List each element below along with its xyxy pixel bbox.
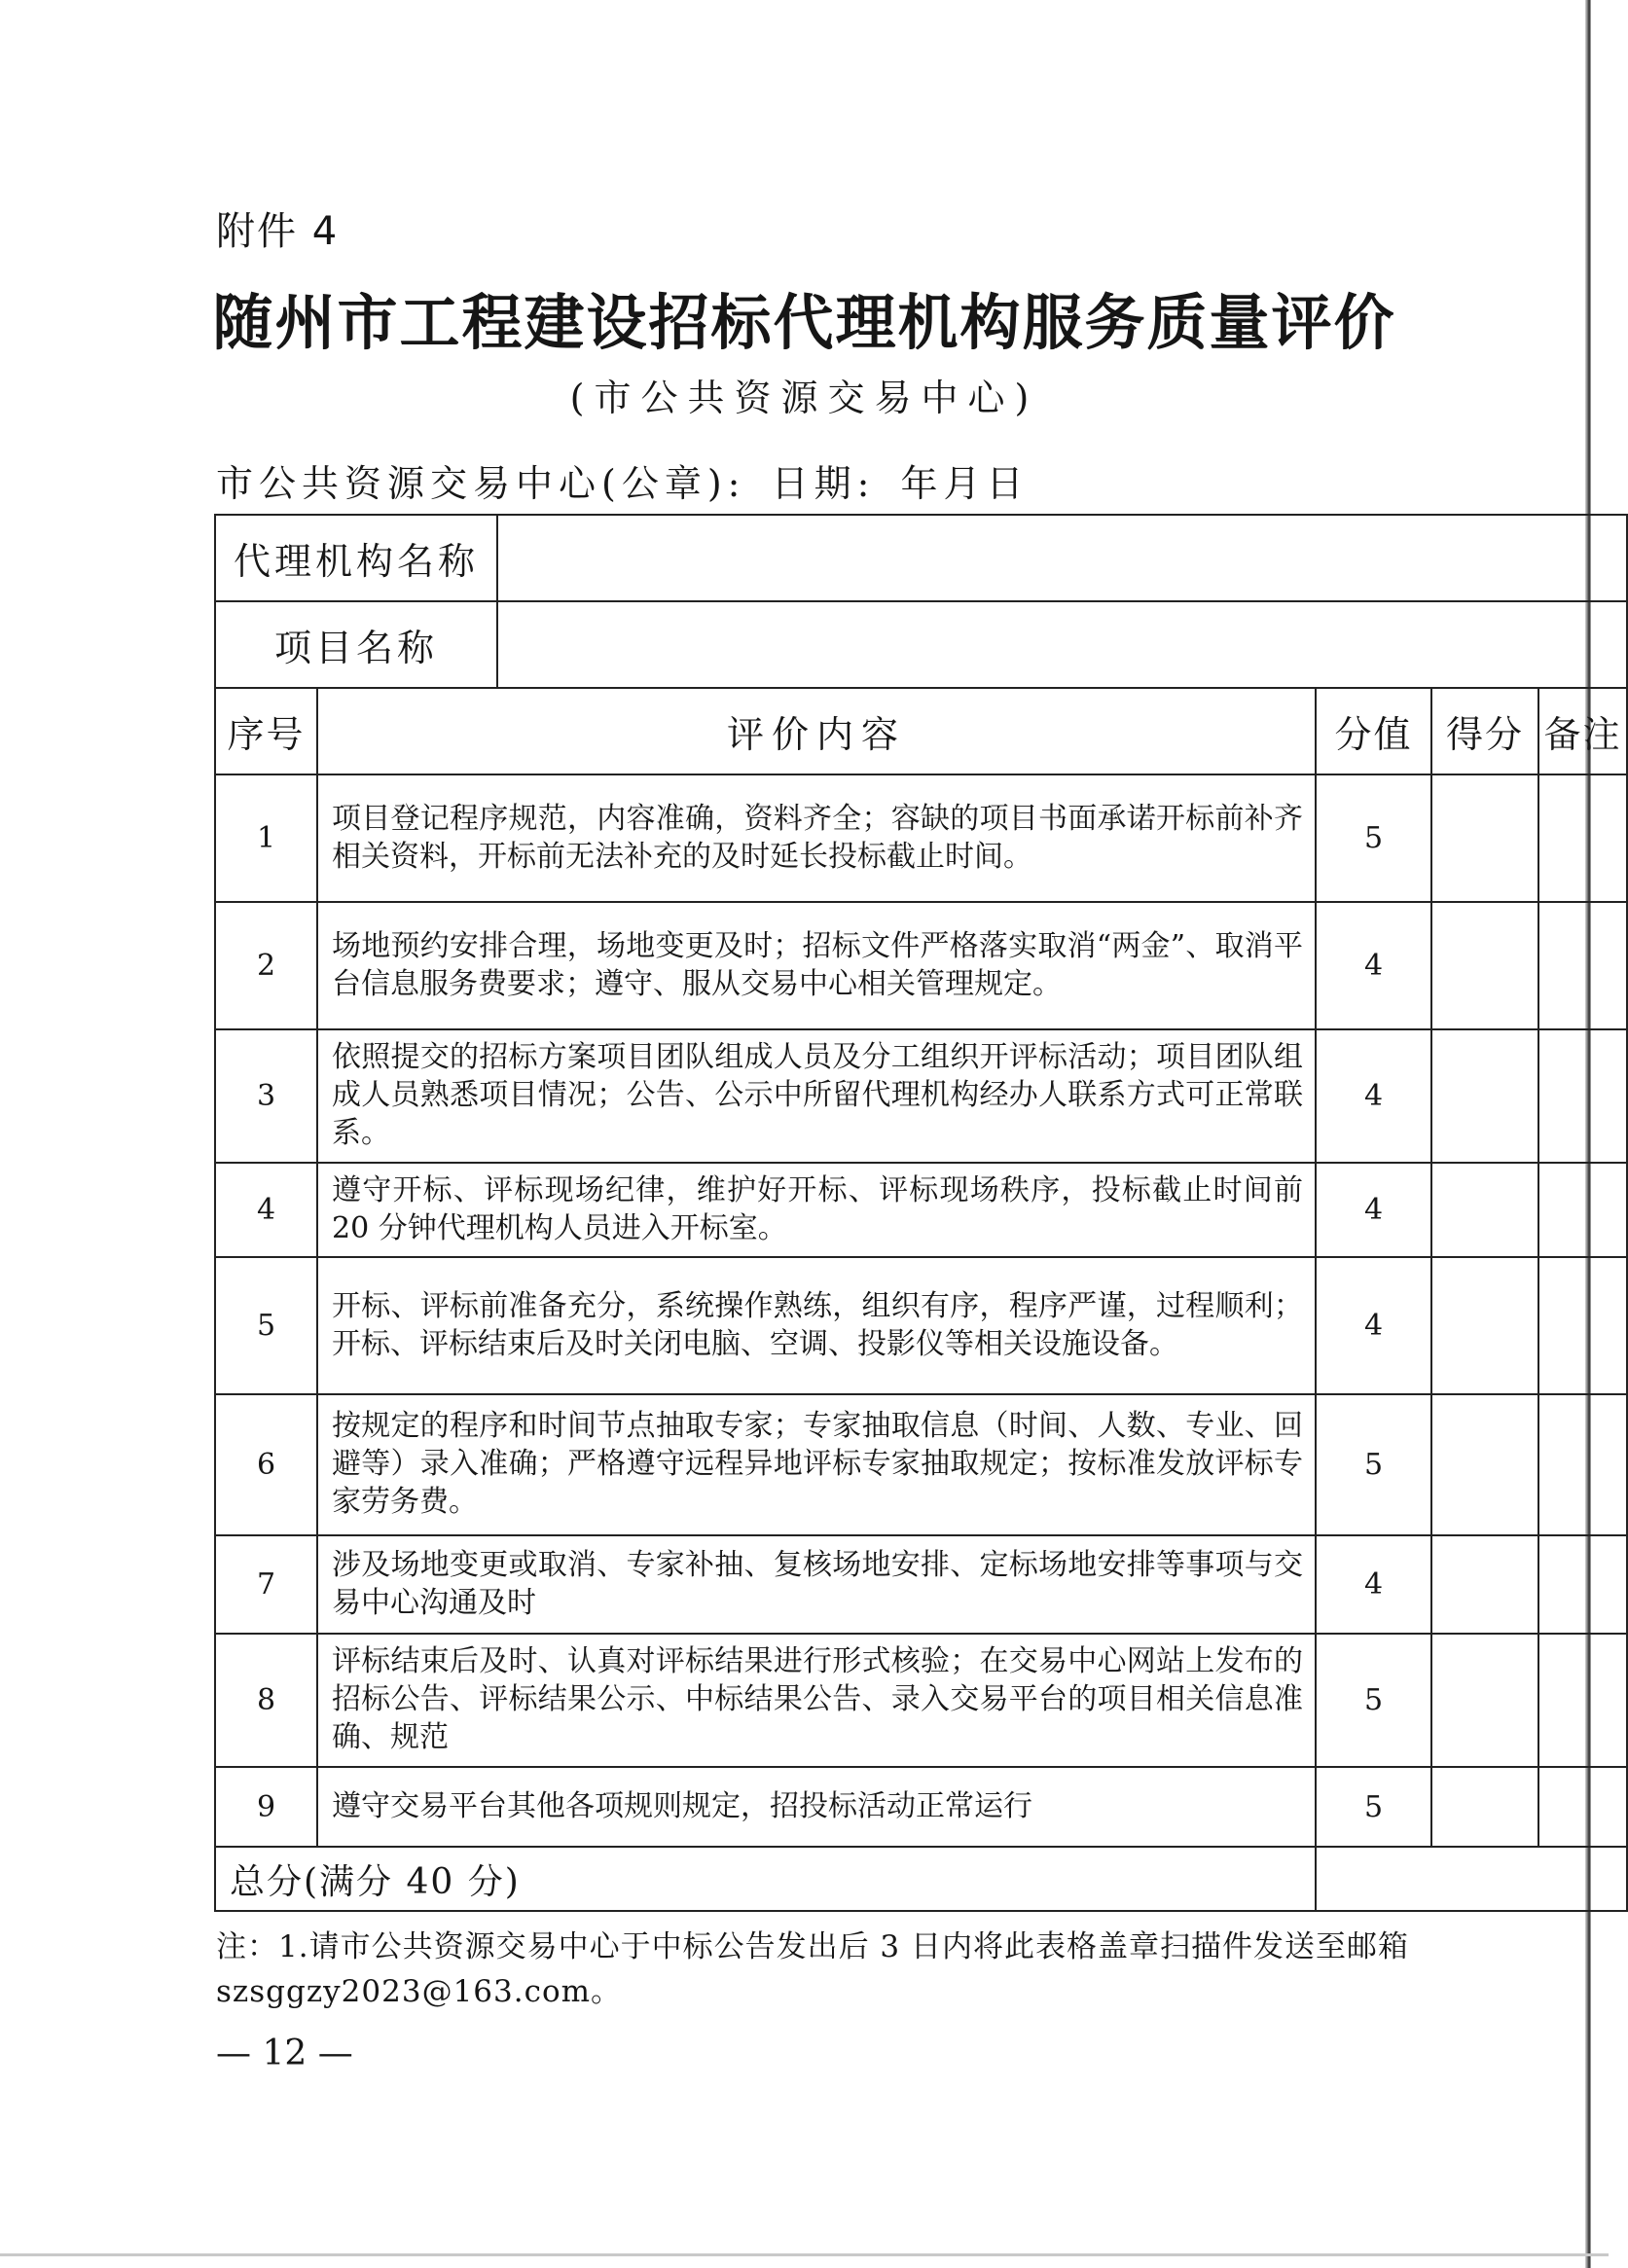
table-row — [215, 1257, 1627, 1394]
row-score-field[interactable] — [1431, 1767, 1538, 1847]
row-remark-field[interactable] — [1538, 1029, 1627, 1163]
scan-edge-bottom — [0, 2253, 1609, 2256]
row-points: 5 — [1316, 774, 1431, 902]
header-points: 分值 — [1316, 688, 1431, 774]
row-content: 项目登记程序规范，内容准确，资料齐全；容缺的项目书面承诺开标前补齐相关资料，开标前无法补充的及时延长投标截止时间。 — [317, 774, 1316, 902]
row-score-field[interactable] — [1431, 902, 1538, 1029]
document-title: 随州市工程建设招标代理机构服务质量评价 — [212, 287, 1396, 358]
row-seq: 9 — [215, 1767, 317, 1847]
table-header-row — [215, 688, 1627, 774]
row-content: 依照提交的招标方案项目团队组成人员及分工组织开评标活动；项目团队组成人员熟悉项目情况；公告、公示中所留代理机构经办人联系方式可正常联系。 — [317, 1029, 1316, 1163]
attachment-label: 附件 4 — [216, 209, 340, 254]
row-seq: 5 — [215, 1257, 317, 1394]
table-row — [215, 1163, 1627, 1257]
row-score-field[interactable] — [1431, 1257, 1538, 1394]
table-row — [215, 774, 1627, 902]
row-seq: 8 — [215, 1634, 317, 1767]
row-seq: 7 — [215, 1535, 317, 1634]
header-content: 评价内容 — [317, 688, 1316, 774]
row-score-field[interactable] — [1431, 1394, 1538, 1535]
table-row — [215, 1634, 1627, 1767]
row-content: 涉及场地变更或取消、专家补抽、复核场地安排、定标场地安排等事项与交易中心沟通及时 — [317, 1535, 1316, 1634]
row-score-field[interactable] — [1431, 774, 1538, 902]
table-row — [215, 1535, 1627, 1634]
row-score-field[interactable] — [1431, 1029, 1538, 1163]
row-points: 4 — [1316, 902, 1431, 1029]
row-points: 5 — [1316, 1634, 1431, 1767]
row-seq: 4 — [215, 1163, 317, 1257]
row-content: 评标结束后及时、认真对评标结果进行形式核验；在交易中心网站上发布的招标公告、评标结果公示、中标结果公告、录入交易平台的项目相关信息准确、规范 — [317, 1634, 1316, 1767]
header-seq: 序号 — [215, 688, 317, 774]
table-row — [215, 902, 1627, 1029]
table-row — [215, 1767, 1627, 1847]
total-row — [215, 1847, 1627, 1911]
row-remark-field[interactable] — [1538, 774, 1627, 902]
row-score-field[interactable] — [1431, 1163, 1538, 1257]
project-name-label: 项目名称 — [215, 601, 497, 688]
row-points: 4 — [1316, 1163, 1431, 1257]
total-label: 总分(满分 40 分) — [215, 1847, 1316, 1911]
row-remark-field[interactable] — [1538, 1163, 1627, 1257]
row-remark-field[interactable] — [1538, 1394, 1627, 1535]
row-remark-field[interactable] — [1538, 1535, 1627, 1634]
stamp-date-line — [216, 453, 1036, 507]
row-remark-field[interactable] — [1538, 902, 1627, 1029]
row-content: 场地预约安排合理，场地变更及时；招标文件严格落实取消“两金”、取消平台信息服务费要求；遵守、服从交易中心相关管理规定。 — [317, 902, 1316, 1029]
total-score-field[interactable] — [1316, 1847, 1627, 1911]
row-seq: 1 — [215, 774, 317, 902]
agency-name-row — [215, 515, 1627, 601]
row-score-field[interactable] — [1431, 1535, 1538, 1634]
agency-name-field[interactable] — [497, 515, 1627, 601]
header-remark: 备注 — [1538, 688, 1627, 774]
row-points: 4 — [1316, 1029, 1431, 1163]
evaluation-table — [214, 514, 1628, 1912]
footnote: 注：1.请市公共资源交易中心于中标公告发出后 3 日内将此表格盖章扫描件发送至邮箱 szsggzy2023@163.com。 — [216, 1929, 1410, 2009]
row-remark-field[interactable] — [1538, 1767, 1627, 1847]
row-score-field[interactable] — [1431, 1634, 1538, 1767]
row-content: 开标、评标前准备充分，系统操作熟练，组织有序，程序严谨，过程顺利；开标、评标结束后及时关闭电脑、空调、投影仪等相关设施设备。 — [317, 1257, 1316, 1394]
table-row — [215, 1394, 1627, 1535]
table-row — [215, 1029, 1627, 1163]
row-seq: 6 — [215, 1394, 317, 1535]
org-stamp-label: 市公共资源交易中心(公章): — [216, 462, 746, 505]
project-name-field[interactable] — [497, 601, 1627, 688]
row-content: 遵守交易平台其他各项规则规定，招投标活动正常运行 — [317, 1767, 1316, 1847]
row-points: 4 — [1316, 1535, 1431, 1634]
agency-name-label: 代理机构名称 — [215, 515, 497, 601]
document-subtitle: (市公共资源交易中心) — [569, 377, 1039, 419]
date-label: 日期: — [771, 462, 876, 505]
row-remark-field[interactable] — [1538, 1257, 1627, 1394]
row-content: 遵守开标、评标现场纪律，维护好开标、评标现场秩序，投标截止时间前 20 分钟代理机构人员进入开标室。 — [317, 1163, 1316, 1257]
row-seq: 2 — [215, 902, 317, 1029]
row-content: 按规定的程序和时间节点抽取专家；专家抽取信息（时间、人数、专业、回避等）录入准确；严格遵守远程异地评标专家抽取规定；按标准发放评标专家劳务费。 — [317, 1394, 1316, 1535]
header-score: 得分 — [1431, 688, 1538, 774]
row-points: 4 — [1316, 1257, 1431, 1394]
page-number: — 12 — — [216, 2034, 353, 2073]
row-points: 5 — [1316, 1767, 1431, 1847]
row-seq: 3 — [215, 1029, 317, 1163]
date-value: 年月日 — [900, 462, 1030, 505]
project-name-row — [215, 601, 1627, 688]
row-remark-field[interactable] — [1538, 1634, 1627, 1767]
row-points: 5 — [1316, 1394, 1431, 1535]
